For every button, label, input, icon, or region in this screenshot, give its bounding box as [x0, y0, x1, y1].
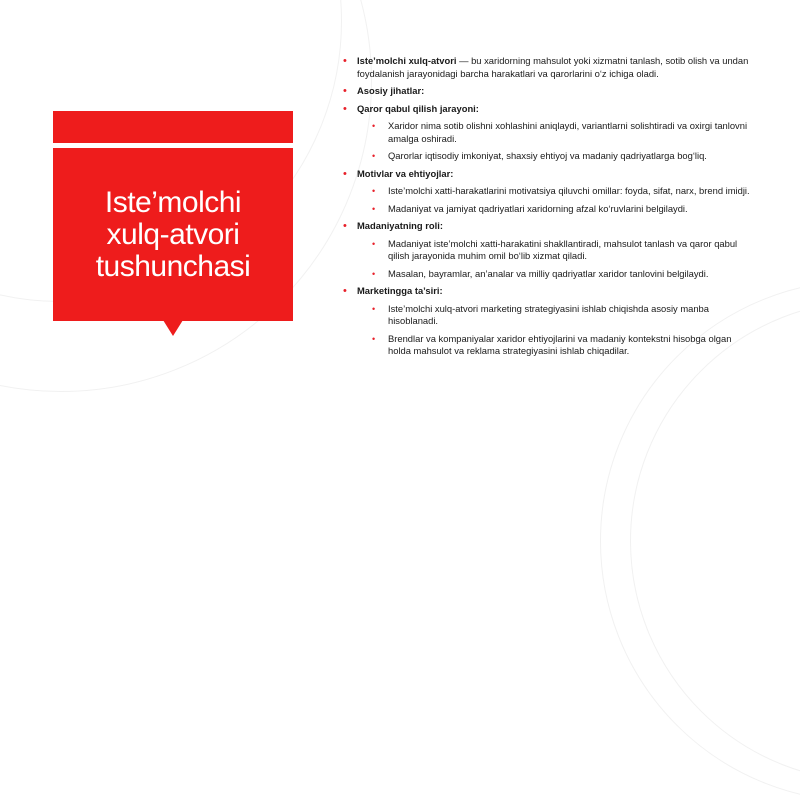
slide-title	[96, 187, 251, 283]
title-box-pointer	[163, 320, 183, 336]
slide-title-line: tushunchasi	[95, 249, 251, 283]
title-accent-strip	[53, 111, 293, 143]
section-point: • Xaridor nima sotib olishni xohlashini aniqlaydi, variantlarni solishtiradi va oxirgi tanlovni amalga oshiradi.	[343, 120, 753, 145]
section-point: • Brendlar va kompaniyalar xaridor ehtiyojlarini va madaniy kontekstni hisobga olgan holda mahsulot va reklama strategiyasini ishlab chiqadilar.	[343, 333, 753, 358]
intro-text: — bu xaridorning mahsulot yoki xizmatni tanlash, sotib olish va undan foydalanish jarayonidagi barcha harakatlari va qarorlarini o‘z ichiga oladi.	[357, 55, 749, 79]
section-heading: • Qaror qabul qilish jarayoni:	[343, 103, 753, 116]
section-heading: • Motivlar va ehtiyojlar:	[343, 168, 753, 181]
section-heading: • Marketingga ta’siri:	[343, 285, 753, 298]
key-aspects-label: Asosiy jihatlar:	[357, 85, 425, 96]
background-arc	[630, 300, 800, 782]
slide-title-line: xulq-atvori	[106, 217, 240, 251]
section-point: • Madaniyat iste’molchi xatti-harakatini shakllantiradi, mahsulot tanlash va qaror qabul qilish jarayonida muhim omil bo‘lib xizmat qiladi.	[343, 238, 753, 263]
key-aspects-item	[343, 85, 753, 98]
intro-term: Iste’molchi xulq-atvori	[357, 55, 457, 66]
slide-content	[343, 55, 753, 363]
section-point: • Iste’molchi xulq-atvori marketing strategiyasini ishlab chiqishda asosiy manba hisoblanadi.	[343, 303, 753, 328]
section-point: • Madaniyat va jamiyat qadriyatlari xaridorning afzal ko‘ruvlarini belgilaydi.	[343, 203, 753, 216]
section-heading: • Madaniyatning roli:	[343, 220, 753, 233]
section-point: • Masalan, bayramlar, an’analar va milliy qadriyatlar xaridor tanlovini belgilaydi.	[343, 268, 753, 281]
slide-title-line: Iste’molchi	[104, 185, 242, 219]
title-box	[53, 148, 293, 321]
section-point: • Iste’molchi xatti-harakatlarini motivatsiya qiluvchi omillar: foyda, sifat, narx, brend imidji.	[343, 185, 753, 198]
intro-item	[343, 55, 753, 80]
section-point: • Qarorlar iqtisodiy imkoniyat, shaxsiy ehtiyoj va madaniy qadriyatlarga bog‘liq.	[343, 150, 753, 163]
